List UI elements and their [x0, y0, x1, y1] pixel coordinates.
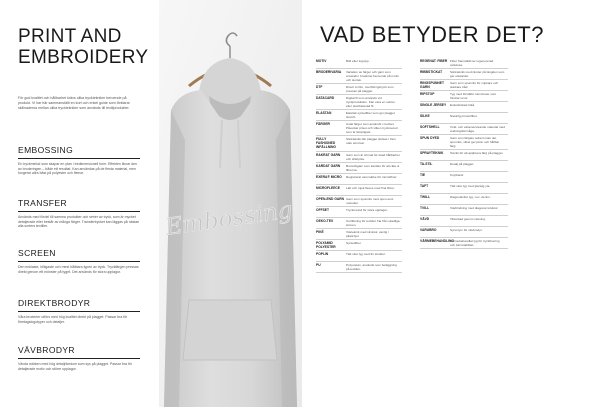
- left-panel: [0, 0, 159, 407]
- glossary-term: VÄRMEBEHANDLING: [420, 239, 454, 243]
- glossary-term: MICROFLEECE: [316, 186, 340, 190]
- glossary-term: SPRAYTEKNIK: [420, 151, 444, 155]
- section-text: Vävda märken med hög detaljrikedom som sys på plagget. Passar bra för detaljerade motiv och större upplagor.: [18, 362, 133, 371]
- glossary-term: BRODERIVARIA: [316, 70, 342, 74]
- hoodie-illustration: [159, 0, 302, 407]
- section-heading: SCREEN: [18, 248, 56, 258]
- glossary-term: TIE: [420, 173, 426, 177]
- glossary-title: VAD BETYDER DET?: [320, 22, 544, 47]
- glossary-entry: [316, 252, 400, 256]
- entry-divider: [420, 101, 508, 102]
- page-title: PRINT AND EMBROIDERY: [18, 26, 149, 68]
- glossary-term: TWILL: [420, 195, 431, 199]
- glossary-term: OEKO-TEX: [316, 219, 334, 223]
- entry-divider: [316, 162, 402, 163]
- glossary-entry: [420, 81, 505, 89]
- section-heading: DIREKTBRODYR: [18, 298, 91, 308]
- glossary-definition: Garn som färgats redan innan det spunnits, vilket ger jämn och hållbar färg.: [450, 136, 500, 149]
- glossary-definition: Naturlig proteinfiber.: [450, 114, 478, 118]
- glossary-entry: [420, 239, 505, 247]
- entry-divider: [420, 226, 508, 227]
- entry-divider: [420, 149, 508, 150]
- entry-divider: [316, 83, 402, 84]
- glossary-entry: [316, 153, 400, 161]
- entry-divider: [420, 112, 508, 113]
- glossary-term: DATACARD: [316, 96, 335, 100]
- entry-divider: [316, 184, 402, 185]
- glossary-term: OPEN-END GARN: [316, 197, 345, 201]
- glossary-definition: Tätt vävt tyg med fin struktur.: [346, 252, 386, 256]
- glossary-entry: [316, 186, 400, 190]
- section-text: Används med fördel till samma produkter och serier av tryck, som är mycket detaljerade eller består av många färger. Transfertrycket kan läggas på nästan alla sorters textilier.: [18, 215, 140, 229]
- entry-divider: [316, 68, 402, 69]
- glossary-definition: Antal färger som används i motivet. Påverkar priset och vilken tryckmetod som är lämpligast.: [346, 122, 398, 135]
- glossary-term: TAFT: [420, 184, 429, 188]
- glossary-definition: Bild eller logotyp.: [346, 59, 370, 63]
- glossary-term: VÄVD: [420, 217, 430, 221]
- entry-divider: [316, 195, 402, 196]
- glossary-definition: Synonym för vävbrodyr.: [450, 228, 483, 232]
- glossary-entry: [420, 70, 505, 78]
- glossary-term: OFFSET: [316, 208, 330, 212]
- entry-divider: [316, 120, 402, 121]
- glossary-term: SOFTSHELL: [420, 125, 440, 129]
- glossary-definition: Tyg med förstärkt rutmönster som hindrar revor.: [450, 92, 497, 101]
- glossary-definition: Registrerat varumärke för microfibrer.: [346, 175, 398, 179]
- section-text: Den enklaste, billigaste och mest hållbara typen av tryck. Tryckfärgen pressas direkt genom ett mönster på tyget. Det används för stora upplagor.: [18, 265, 139, 274]
- glossary-entry: [316, 137, 400, 150]
- glossary-definition: Vävteknik med struktur, vanlig i pikétröjor.: [346, 230, 389, 239]
- section-vavbrodyr: [18, 345, 140, 371]
- section-text: Våra broderier utförs med hög kvalitet direkt på plagget. Passar bra för företagslogotyper och detaljer.: [18, 315, 128, 324]
- entry-divider: [420, 182, 508, 183]
- section-divider: [18, 261, 140, 262]
- glossary-entry: [420, 184, 505, 188]
- entry-divider: [420, 171, 508, 172]
- entry-divider: [420, 204, 508, 205]
- glossary-term: SPUN DYED: [420, 136, 440, 140]
- glossary-definition: Syntetfiber.: [346, 241, 362, 245]
- glossary-entry: [420, 103, 505, 107]
- entry-divider: [420, 68, 508, 69]
- glossary-definition: Garn som spunnits för mjukare och starkare tråd.: [450, 81, 499, 90]
- glossary-term: PU: [316, 263, 321, 267]
- glossary-term: POPLIN: [316, 252, 329, 256]
- glossary-definition: Vind- och vattenavvisande material med andningsförmåga.: [450, 125, 505, 134]
- entry-divider: [316, 135, 402, 136]
- glossary-entry: [420, 217, 505, 221]
- glossary-term: FÄRGER: [316, 122, 330, 126]
- glossary-definition: Elastisk syntetfiber som ger plagget stretch.: [346, 111, 395, 120]
- section-heading: TRANSFER: [18, 198, 68, 208]
- entry-divider: [316, 239, 402, 240]
- glossary-entry: [420, 173, 505, 177]
- section-embossing: [18, 145, 140, 176]
- glossary-definition: Stickteknik där plagget stickas i form utan sömmar.: [346, 137, 397, 146]
- glossary-definition: Fiber framställd av regenererad cellulosa.: [450, 59, 494, 68]
- entry-divider: [420, 90, 508, 91]
- glossary-definition: Vävbindning med diagonal struktur.: [450, 206, 499, 210]
- glossary-entry: [316, 197, 400, 205]
- glossary-entry: [420, 92, 505, 100]
- glossary-definition: Tryckmetod för stora upplagor.: [346, 208, 388, 212]
- glossary-entry: [420, 114, 505, 118]
- entry-divider: [420, 237, 508, 238]
- glossary-term: TA-STIL: [420, 162, 433, 166]
- glossary-definition: Lätt och mjuk fleece med fina fibrer.: [346, 186, 395, 190]
- entry-divider: [316, 109, 402, 110]
- glossary-term: REGENAT. FIBER: [420, 59, 448, 63]
- glossary-entry: [316, 85, 400, 93]
- section-screen: [18, 248, 140, 274]
- glossary-entry: [316, 96, 400, 108]
- entry-divider: [420, 79, 508, 80]
- entry-divider: [316, 151, 402, 152]
- glossary-definition: Garn som är tvinnat för ökad hållbarhet och slitstyrka.: [346, 153, 400, 162]
- glossary-entry: [316, 111, 400, 119]
- entry-divider: [316, 94, 402, 95]
- entry-divider: [316, 217, 402, 218]
- glossary-entry: [420, 151, 505, 155]
- glossary-entry: [420, 162, 505, 166]
- glossary-term: EXERA® MICRO: [316, 175, 342, 179]
- glossary-entry: [316, 241, 400, 249]
- entry-divider: [420, 248, 508, 249]
- glossary-term: PIKÉ: [316, 230, 324, 234]
- glossary-definition: Detalj på plagget.: [450, 162, 475, 166]
- hoodie-photo: [159, 0, 302, 407]
- glossary-term: DTF: [316, 85, 323, 89]
- section-transfer: [18, 198, 140, 229]
- glossary-term: FULLY FASHIONED INFÄLLNING: [316, 137, 336, 150]
- glossary-definition: Direct to film, överföringstryck som pressas på plagget.: [346, 85, 394, 94]
- glossary-definition: Certifiering för textilier fria från skadliga ämnen.: [346, 219, 400, 228]
- glossary-entry: [316, 263, 400, 271]
- entry-divider: [316, 261, 402, 262]
- section-divider: [18, 358, 140, 359]
- section-text: En tryckmetod som skapar en ytan i tredimensionell form. Effekten liknar den av broderingen – både ett resultat. Kan användas på de flesta material, men fungerar allra bäst på polyester och fleece.: [18, 162, 137, 176]
- entry-divider: [316, 206, 402, 207]
- section-divider: [18, 211, 140, 212]
- glossary-term: RIBBSTICKAT: [420, 70, 443, 74]
- embossed-word: Embossing: [164, 197, 295, 241]
- glossary-term: SILKE: [420, 114, 430, 118]
- section-heading: VÄVBRODYR: [18, 345, 75, 355]
- glossary-definition: Tätt vävt tyg med glansig yta.: [450, 184, 491, 188]
- section-divider: [18, 311, 140, 312]
- glossary-term: ELASTAN: [316, 111, 332, 115]
- section-heading: EMBOSSING: [18, 145, 74, 155]
- glossary-entry: [316, 70, 400, 82]
- glossary-entry: [316, 219, 400, 227]
- glossary-definition: Stickteknik med ränder på längden som ger elasticitet.: [450, 70, 505, 79]
- glossary-term: SINGLE JERSEY: [420, 103, 447, 107]
- glossary-definition: Diagonalvävt tyg, t.ex. denim.: [450, 195, 491, 199]
- entry-divider: [316, 272, 402, 273]
- glossary-entry: [316, 59, 400, 63]
- glossary-entry: [420, 195, 505, 199]
- glossary-entry: [420, 125, 505, 133]
- glossary-definition: Polyuretan, används som beläggning på textilier.: [346, 263, 397, 272]
- entry-divider: [420, 134, 508, 135]
- entry-divider: [420, 123, 508, 124]
- glossary-term: VARUBRO: [420, 228, 437, 232]
- section-divider: [18, 158, 140, 159]
- glossary-entry: [420, 206, 505, 210]
- glossary-term: TVILL: [420, 206, 430, 210]
- glossary-term: RAKRAT GARN: [316, 153, 341, 157]
- glossary-definition: Knytband.: [450, 173, 464, 177]
- glossary-definition: Tillverkad genom vävning.: [450, 217, 486, 221]
- glossary-term: MOTIV: [316, 59, 327, 63]
- glossary-definition: Bomullsgarn som kardats för att räta ut fibrerna.: [346, 164, 400, 173]
- entry-divider: [316, 173, 402, 174]
- glossary-definition: Digital fil som används vid tryckproduktion. Kan vara en vektor- eller pixelbaserad fil.: [346, 96, 396, 109]
- glossary-entry: [420, 59, 505, 67]
- glossary-definition: Enkelstickad trikå.: [450, 103, 475, 107]
- glossary-term: KARDAT GARN: [316, 164, 341, 168]
- glossary-entry: [316, 175, 400, 179]
- right-panel: [302, 0, 600, 407]
- glossary-term: RIPSTOP: [420, 92, 435, 96]
- glossary-term: RINGSPUNNET GARN: [420, 81, 444, 90]
- entry-divider: [316, 250, 402, 251]
- glossary-entry: [316, 122, 400, 134]
- glossary-entry: [316, 164, 400, 172]
- entry-divider: [420, 215, 508, 216]
- entry-divider: [420, 193, 508, 194]
- entry-divider: [316, 228, 402, 229]
- glossary-definition: Värmebehandlat tyg för tryckfixering och formstabilitet.: [450, 239, 500, 248]
- glossary-definition: Teknik för att applicera färg på plagget.: [450, 151, 504, 155]
- glossary-entry: [420, 228, 505, 232]
- glossary-term: POLYAMID POLYESTER: [316, 241, 336, 250]
- glossary-entry: [316, 208, 400, 212]
- intro-text: För god kvalitet och hållbarhet krävs olika trycktekniker beroende på produkt. Vi har här sammanställt en kort och enkel guide som förklarar skillnaderna mellan olika trycktekniker som används till textilprodukter.: [18, 96, 130, 111]
- glossary-definition: Garn som spunnits med open-end-metoden.: [346, 197, 394, 206]
- entry-divider: [420, 160, 508, 161]
- glossary-entry: [316, 230, 400, 238]
- section-direktbrodyr: [18, 298, 140, 324]
- glossary-definition: Variation av färger och garn som används i broderiet beroende på motiv och storlek.: [346, 70, 399, 83]
- glossary-entry: [420, 136, 505, 148]
